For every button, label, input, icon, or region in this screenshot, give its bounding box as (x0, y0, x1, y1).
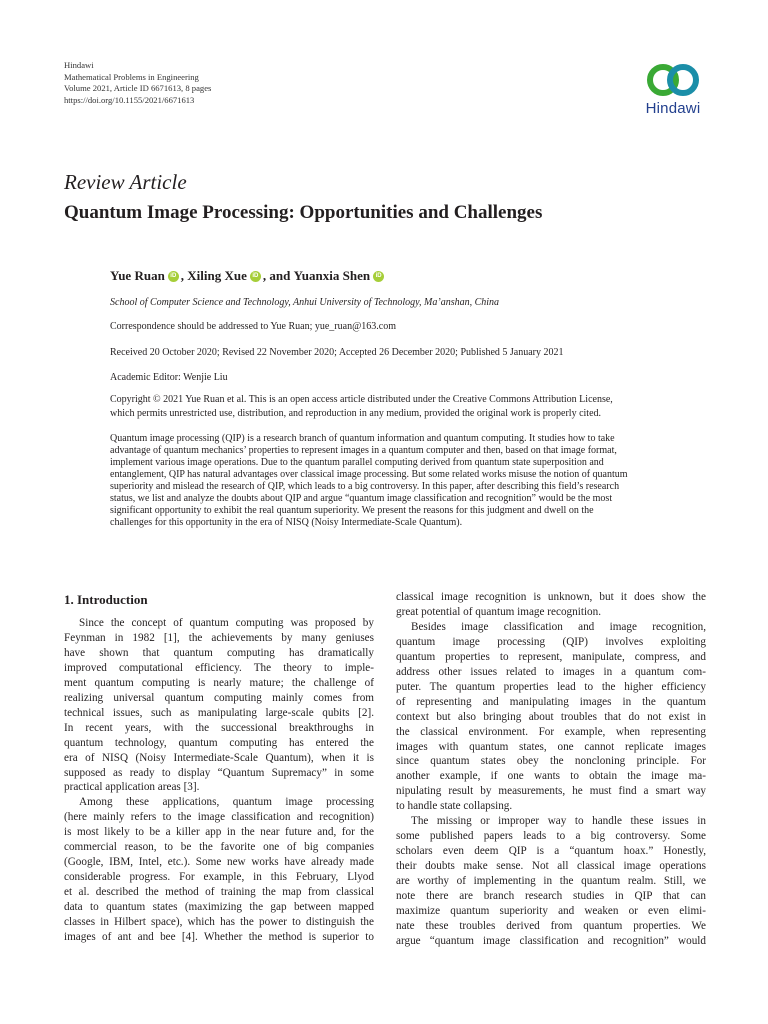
body-line: quantum properties to represent, manipulate, compress, and (396, 650, 706, 663)
academic-editor: Academic Editor: Wenjie Liu (110, 372, 228, 383)
body-line: Besides image classification and image recognition, (411, 620, 706, 633)
volume-info: Volume 2021, Article ID 6671613, 8 pages (64, 83, 212, 93)
article-title: Quantum Image Processing: Opportunities and Challenges (64, 202, 543, 223)
body-column-left (64, 616, 374, 945)
body-line: et al. described the method of training the map from classical (64, 886, 374, 899)
doi-link[interactable]: https://doi.org/10.1155/2021/6671613 (64, 94, 195, 105)
body-line: maximize quantum superiority and weaken or even elimi- (396, 905, 706, 918)
body-line: technical issues, such as manipulating large-scale qubits [2]. (64, 706, 374, 719)
body-line: supposed as ready to display “Quantum Supremacy” in some (64, 766, 374, 779)
orcid-icon[interactable]: iD (250, 271, 261, 282)
body-line: The missing or improper way to handle these issues in (411, 815, 706, 828)
body-line: have shown that quantum computing has dramatically (64, 646, 374, 659)
body-line: since quantum states obey the noncloning principle. For (396, 755, 706, 768)
body-line: is most likely to be a killer app in the near future and, for the (64, 826, 374, 839)
body-line: classical image recognition is unknown, but it does show the (396, 591, 706, 603)
body-line: Among these applications, quantum image processing (79, 796, 374, 809)
body-line: great potential of quantum image recognition. (396, 605, 602, 618)
journal-name: Mathematical Problems in Engineering (64, 71, 199, 82)
body-line: nipulating result by measurements, he must find a smart way (396, 785, 706, 798)
body-line: scholars even deem QIP is a “quantum hoax.” Honestly, (396, 845, 706, 858)
abstract-line: Quantum image processing (QIP) is a research branch of quantum information and quantum computing. It studies how to take (110, 433, 615, 444)
affiliation: School of Computer Science and Technology, Anhui University of Technology, Ma’anshan, China (110, 297, 500, 308)
body-line: data to quantum states (maximizing the gap between mapped (64, 901, 374, 914)
body-line: nate these troubles derived from quantum properties. We (396, 919, 706, 932)
body-line: classes in Hilbert space), which has the power to distinguish the (64, 916, 374, 929)
copyright-line: Copyright © 2021 Yue Ruan et al. This is an open access article distributed under the Creative Commons Attribution License, (110, 394, 613, 405)
body-line: puter. The quantum properties lead to the higher efficiency (396, 680, 706, 693)
journal-metadata (64, 60, 211, 106)
publisher-name: Hindawi (64, 60, 94, 70)
body-line: of representing and manipulating images in the quantum (396, 695, 706, 708)
body-line: quantum image processing (QIP) involves exploiting (396, 635, 706, 648)
article-type: Review Article (64, 170, 187, 194)
orcid-icon[interactable]: iD (373, 271, 384, 282)
hindawi-logo (628, 58, 718, 118)
body-line: their doubts make sense. Not all classical image operations (396, 860, 706, 873)
body-line: (here mainly refers to the image classification and recognition) (64, 811, 374, 824)
body-column-right (396, 590, 706, 949)
section-heading: 1. Introduction (64, 592, 148, 607)
author-name[interactable]: Yue Ruan (110, 268, 165, 283)
abstract (110, 433, 703, 529)
body-line: context but also bringing about troubles that do not exist in (396, 710, 706, 723)
body-line: Since the concept of quantum computing was proposed by (79, 617, 374, 629)
body-line: the classical environment. For example, when representing (396, 725, 706, 738)
body-line: improved computational efficiency. The theory to imple- (64, 661, 374, 674)
body-line: commercial reason, to be the favorite one of big companies (64, 841, 374, 854)
author-name[interactable]: Xiling Xue (187, 268, 247, 283)
publication-dates: Received 20 October 2020; Revised 22 November 2020; Accepted 26 December 2020; Published 5 January 2021 (110, 347, 564, 358)
body-line: argue “quantum image classification and recognition” would (396, 934, 706, 947)
logo-wordmark: Hindawi (645, 100, 701, 117)
body-line: Feynman in 1982 [1], the achievements by many geniuses (64, 631, 374, 644)
body-line: note there are branch research studies in QIP that can (396, 890, 706, 903)
body-line: practical application areas [3]. (64, 781, 200, 794)
orcid-icon[interactable]: iD (168, 271, 179, 282)
body-line: images with quantum states, one cannot replicate images (396, 740, 706, 753)
body-line: realizing universal quantum computing mainly comes from (64, 691, 374, 704)
author-separator: , (180, 268, 188, 283)
body-line: era of NISQ (Noisy Intermediate-Scale Quantum), when it is (64, 751, 374, 764)
abstract-line: challenges for this opportunity in the era of NISQ (Noisy Intermediate-Scale Quantum). (110, 517, 463, 528)
abstract-line: status, we list and analyze the doubts about QIP and argue “quantum image classification and recognition” would be the most (110, 493, 613, 504)
body-line: are worthy of implementing in the quantum realm. Still, we (396, 875, 706, 888)
author-list (110, 268, 386, 284)
abstract-line: advantage of quantum mechanics’ properties to represent images in a quantum computer and then, based on that image format, (110, 445, 617, 456)
abstract-line: significant opportunity to exhibit the real quantum superiority. We present the reasons for this judgment and dwell on the (110, 505, 594, 516)
copyright-line: which permits unrestricted use, distribution, and reproduction in any medium, provided the original work is properly cited. (110, 408, 602, 419)
body-line: address other issues related to images in a quantum com- (396, 665, 706, 678)
body-line: considerable progress. For example, in this February, Llyod (64, 871, 374, 884)
author-separator: , and (262, 268, 294, 283)
body-line: to handle state collapsing. (396, 800, 513, 813)
correspondence: Correspondence should be addressed to Yue Ruan; yue_ruan@163.com (110, 321, 396, 332)
body-line: quantum technology, quantum computing has entered the (64, 736, 374, 749)
body-line: another example, if one wants to obtain the image ma- (396, 770, 706, 783)
body-line: images of ant and bee [4]. Whether the method is superior to (64, 931, 374, 944)
body-line: some published papers leads to a big controversy. Some (396, 830, 706, 843)
abstract-line: entanglement, QIP has natural advantages over classical image processing. But some related works misuse the notion of quantum (110, 469, 628, 480)
body-line: (Google, IBM, Intel, etc.). Some new works have already made (64, 856, 374, 869)
abstract-line: superiority and mislead the research of QIP, which leads to a big controversy. In this paper, after describing this field’s research (110, 481, 620, 492)
author-name[interactable]: Yuanxia Shen (293, 268, 371, 283)
hindawi-logo-icon (628, 58, 718, 102)
abstract-line: implement various image operations. Due to the quantum parallel computing derived from quantum state superposition and (110, 457, 604, 468)
copyright-notice (110, 393, 710, 421)
body-line: ment quantum computing is nearly mature; the challenge of (64, 676, 374, 689)
body-line: In recent years, with the successional breakthroughs in (64, 721, 374, 734)
